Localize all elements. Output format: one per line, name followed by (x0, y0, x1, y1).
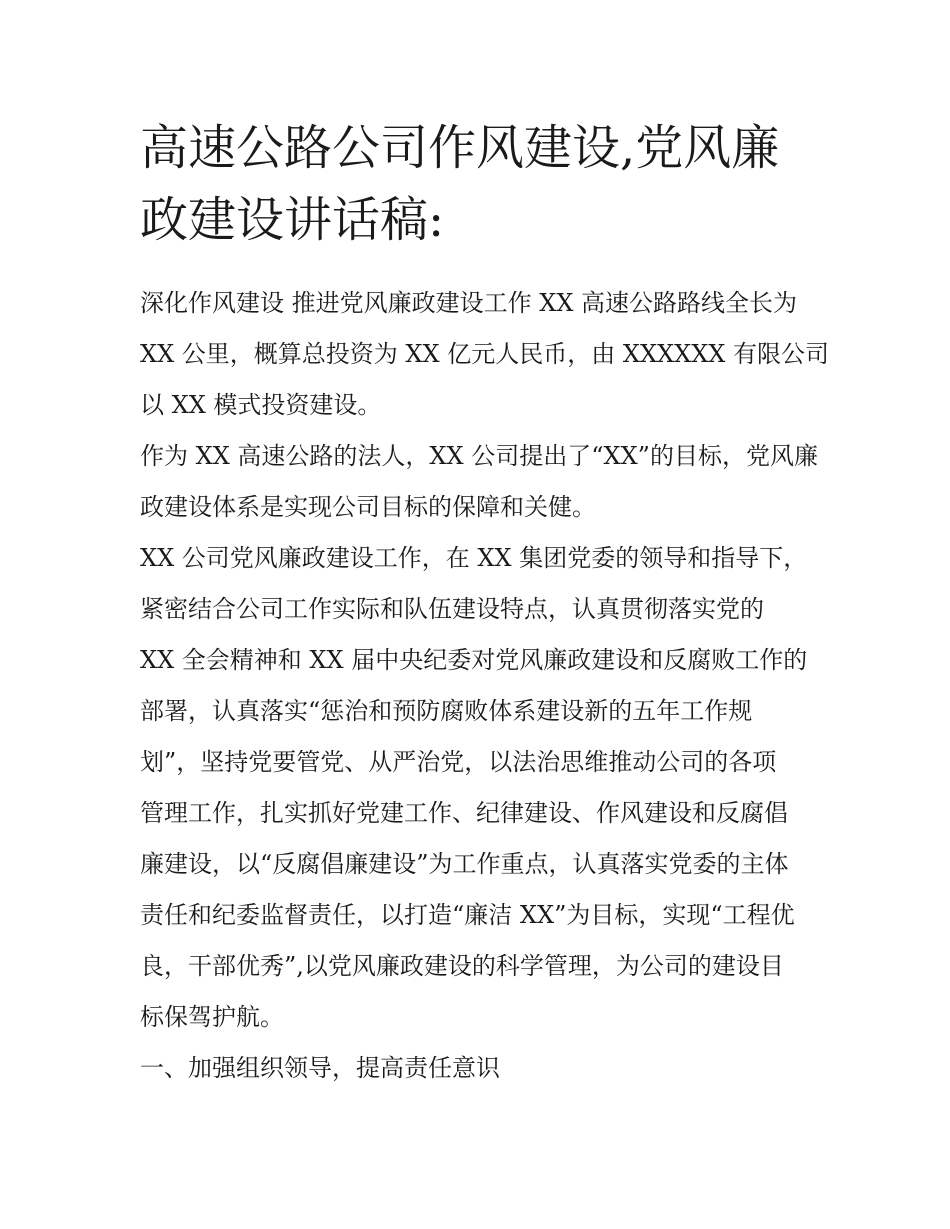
text-line: 责任和纪委监督责任，以打造“廉洁 XX”为目标，实现“工程优 (140, 901, 795, 929)
text-line: 政建设体系是实现公司目标的保障和关健。 (140, 493, 596, 521)
text-line: 以 XX 模式投资建设。 (140, 391, 382, 419)
title-line: 政建设讲话稿: (140, 192, 445, 248)
paragraph-work (140, 533, 830, 1043)
text-line: XX 公里，概算总投资为 XX 亿元人民币，由 XXXXXX 有限公司 (140, 340, 830, 368)
text-line: 部署，认真落实“惩治和预防腐败体系建设新的五年工作规 (140, 697, 753, 725)
text-line: 作为 XX 高速公路的法人，XX 公司提出了“XX”的目标，党风廉 (140, 442, 818, 470)
text-line: 划”，坚持党要管党、从严治党，以法治思维推动公司的各项 (140, 748, 777, 776)
text-line: 紧密结合公司工作实际和队伍建设特点，认真贯彻落实党的 (140, 595, 764, 623)
text-line: 廉建设，以“反腐倡廉建设”为工作重点，认真落实党委的主体 (140, 850, 789, 878)
document-body (140, 278, 830, 1094)
text-line: XX 全会精神和 XX 届中央纪委对党风廉政建设和反腐败工作的 (140, 646, 808, 674)
text-line: 深化作风建设 推进党风廉政建设工作 XX 高速公路路线全长为 (140, 289, 798, 317)
section-heading (140, 1043, 830, 1094)
title-line: 高速公路公司作风建设,党风廉 (140, 120, 780, 176)
text-line: 一、加强组织领导，提高责任意识 (140, 1054, 500, 1082)
text-line: 标保驾护航。 (140, 1003, 284, 1031)
text-line: 良，干部优秀”,以党风廉政建设的科学管理，为公司的建设目 (140, 952, 784, 980)
text-line: XX 公司党风廉政建设工作，在 XX 集团党委的领导和指导下， (140, 544, 808, 572)
text-line: 管理工作，扎实抓好党建工作、纪律建设、作风建设和反腐倡 (140, 799, 788, 827)
paragraph-intro (140, 278, 830, 431)
document-title (140, 112, 830, 256)
paragraph-goal (140, 431, 830, 533)
